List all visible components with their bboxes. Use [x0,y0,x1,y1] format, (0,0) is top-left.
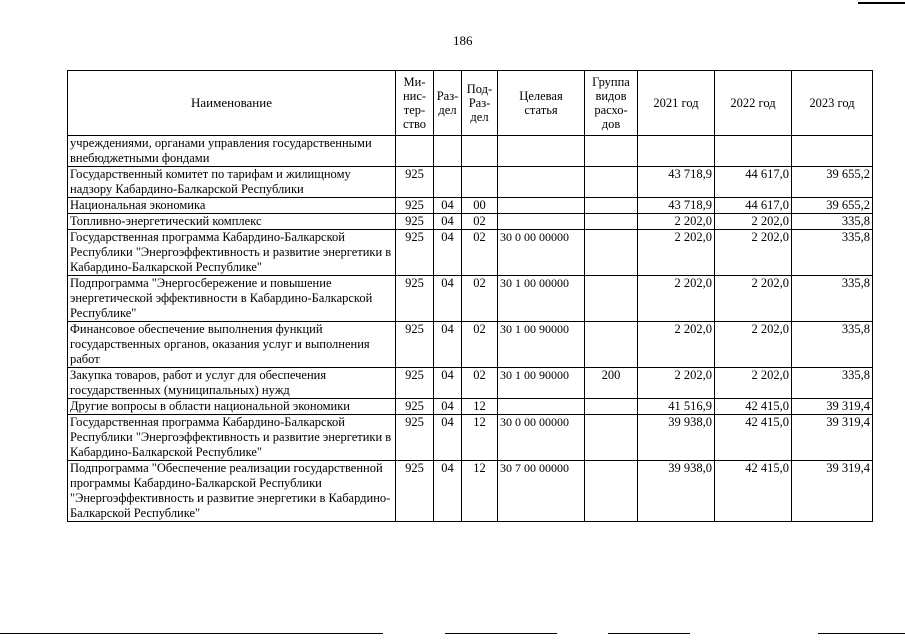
cell-subsection: 02 [462,230,498,276]
cell-expense-group: 200 [585,368,638,399]
cell-2023: 335,8 [792,276,873,322]
cell-2022: 2 202,0 [715,276,792,322]
header-2021: 2021 год [638,71,715,136]
header-group-line: расхо- [594,103,628,117]
cell-name: Другие вопросы в области национальной экономики [68,399,396,415]
table-row [68,276,873,322]
cell-subsection: 12 [462,399,498,415]
cell-ministry: 925 [396,167,434,198]
cell-expense-group [585,399,638,415]
cell-2023 [792,136,873,167]
header-name: Наименование [68,71,396,136]
cell-expense-group [585,230,638,276]
cell-2023: 39 319,4 [792,461,873,522]
cell-2022: 42 415,0 [715,399,792,415]
cell-section: 04 [434,368,462,399]
cell-name: Государственная программа Кабардино-Балкарской Республики "Энергоэффективность и развитие энергетики в Кабардино-Балкарской Республике" [68,230,396,276]
cell-target-item [498,136,585,167]
table-row [68,399,873,415]
table-row [68,461,873,522]
cell-2023: 335,8 [792,230,873,276]
cell-ministry: 925 [396,230,434,276]
cell-ministry: 925 [396,198,434,214]
cell-2023: 335,8 [792,322,873,368]
cell-section: 04 [434,198,462,214]
table-row [68,198,873,214]
cell-2021: 2 202,0 [638,368,715,399]
header-group-line: дов [601,117,621,131]
cell-name: Государственная программа Кабардино-Балкарской Республики "Энергоэффективность и развитие энергетики в Кабардино-Балкарской Республике" [68,415,396,461]
cell-name: Закупка товаров, работ и услуг для обеспечения государственных (муниципальных) нужд [68,368,396,399]
cell-expense-group [585,198,638,214]
cell-2023: 39 655,2 [792,167,873,198]
cell-2021: 39 938,0 [638,461,715,522]
cell-section: 04 [434,214,462,230]
cell-name: учреждениями, органами управления государственными внебюджетными фондами [68,136,396,167]
header-section-line: дел [438,103,457,117]
cell-2021: 43 718,9 [638,167,715,198]
cell-target-item: 30 1 00 90000 [498,322,585,368]
cell-2022: 2 202,0 [715,368,792,399]
cell-name: Государственный комитет по тарифам и жилищному надзору Кабардино-Балкарской Республики [68,167,396,198]
header-ministry-line: тер- [403,103,426,117]
cell-ministry [396,136,434,167]
cell-target-item: 30 0 00 00000 [498,230,585,276]
cell-ministry: 925 [396,322,434,368]
cell-section: 04 [434,276,462,322]
cell-target-item [498,167,585,198]
cell-2022: 42 415,0 [715,461,792,522]
footer-rule [608,633,690,634]
table-row [68,322,873,368]
table-row [68,167,873,198]
cell-target-item [498,214,585,230]
header-ministry-line: нис- [402,89,427,103]
cell-ministry: 925 [396,415,434,461]
cell-2023: 335,8 [792,368,873,399]
header-subsection-line: дел [470,110,489,124]
cell-ministry: 925 [396,214,434,230]
cell-2021: 2 202,0 [638,276,715,322]
header-ministry [396,71,434,136]
cell-2021 [638,136,715,167]
cell-expense-group [585,322,638,368]
cell-2021: 2 202,0 [638,322,715,368]
cell-section [434,136,462,167]
header-expense-group [585,71,638,136]
header-target-item [498,71,585,136]
cell-2022: 2 202,0 [715,214,792,230]
table-header-row [68,71,873,136]
top-right-rule [858,2,905,4]
cell-expense-group [585,214,638,230]
cell-target-item [498,399,585,415]
cell-name: Национальная экономика [68,198,396,214]
cell-name: Финансовое обеспечение выполнения функций государственных органов, оказания услуг и выполнения работ [68,322,396,368]
cell-ministry: 925 [396,368,434,399]
cell-expense-group [585,167,638,198]
cell-2021: 41 516,9 [638,399,715,415]
footer-rule [0,633,383,634]
table-row [68,368,873,399]
cell-2022: 44 617,0 [715,167,792,198]
cell-target-item: 30 0 00 00000 [498,415,585,461]
cell-subsection: 02 [462,276,498,322]
cell-ministry: 925 [396,399,434,415]
cell-2021: 43 718,9 [638,198,715,214]
page-number-text: 186 [453,33,473,48]
cell-target-item [498,198,585,214]
header-subsection [462,71,498,136]
cell-section: 04 [434,322,462,368]
cell-2023: 335,8 [792,214,873,230]
cell-subsection: 12 [462,461,498,522]
cell-2021: 2 202,0 [638,214,715,230]
cell-subsection [462,136,498,167]
header-ministry-line: ство [402,117,427,131]
cell-expense-group [585,276,638,322]
header-group-line: видов [595,89,627,103]
header-target-line: статья [524,103,558,117]
budget-table [67,70,873,522]
cell-2022 [715,136,792,167]
cell-2023: 39 319,4 [792,399,873,415]
header-2023: 2023 год [792,71,873,136]
cell-name: Подпрограмма "Энергосбережение и повышение энергетической эффективности в Кабардино-Балкарской Республике" [68,276,396,322]
cell-2023: 39 655,2 [792,198,873,214]
table-row [68,214,873,230]
cell-2022: 44 617,0 [715,198,792,214]
cell-ministry: 925 [396,276,434,322]
cell-target-item: 30 1 00 90000 [498,368,585,399]
cell-2021: 39 938,0 [638,415,715,461]
cell-name: Подпрограмма "Обеспечение реализации государственной программы Кабардино-Балкарской Республики "Энергоэффективность и развитие энергетики в Кабардино-Балкарской Республике" [68,461,396,522]
cell-section: 04 [434,461,462,522]
cell-section: 04 [434,230,462,276]
cell-ministry: 925 [396,461,434,522]
cell-subsection: 00 [462,198,498,214]
cell-subsection [462,167,498,198]
header-subsection-line: Под- [466,82,493,96]
cell-expense-group [585,415,638,461]
cell-subsection: 02 [462,322,498,368]
header-group-line: Группа [592,75,630,89]
cell-name: Топливно-энергетический комплекс [68,214,396,230]
cell-2021: 2 202,0 [638,230,715,276]
cell-2023: 39 319,4 [792,415,873,461]
cell-2022: 2 202,0 [715,322,792,368]
cell-target-item: 30 7 00 00000 [498,461,585,522]
cell-section [434,167,462,198]
header-ministry-line: Ми- [403,75,426,89]
cell-section: 04 [434,399,462,415]
header-2022: 2022 год [715,71,792,136]
cell-expense-group [585,461,638,522]
table-row [68,136,873,167]
header-section-line: Раз- [436,89,459,103]
header-target-line: Целевая [519,89,563,103]
cell-subsection: 02 [462,214,498,230]
footer-rule [818,633,905,634]
cell-2022: 2 202,0 [715,230,792,276]
cell-2022: 42 415,0 [715,415,792,461]
cell-subsection: 12 [462,415,498,461]
table-row [68,415,873,461]
footer-rule [445,633,557,634]
cell-expense-group [585,136,638,167]
cell-section: 04 [434,415,462,461]
header-section [434,71,462,136]
table-row [68,230,873,276]
cell-target-item: 30 1 00 00000 [498,276,585,322]
header-subsection-line: Раз- [468,96,491,110]
cell-subsection: 02 [462,368,498,399]
